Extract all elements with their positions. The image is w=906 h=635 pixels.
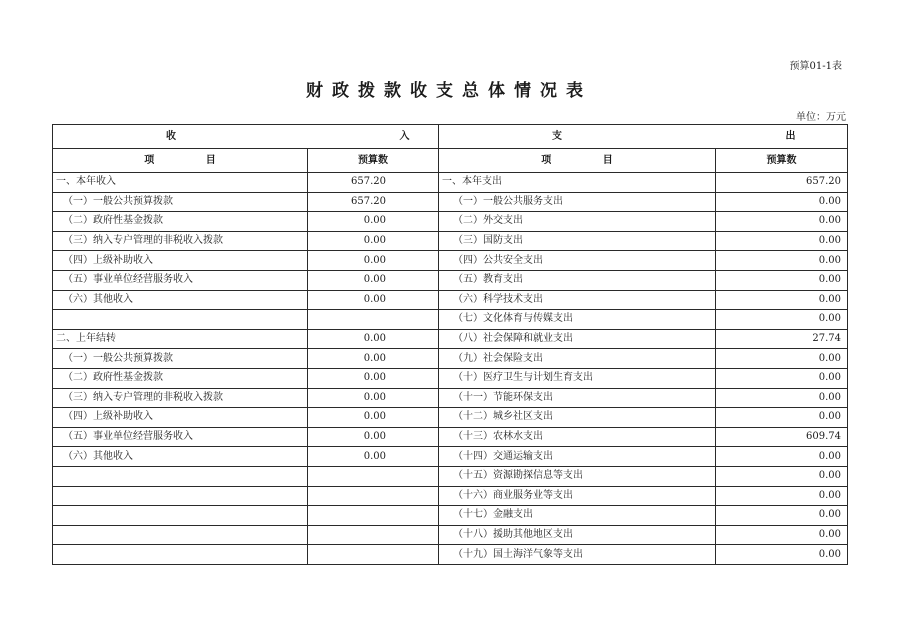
table-row [53, 506, 848, 526]
income-value-cell: 0.00 [308, 408, 439, 428]
income-item-header [53, 149, 308, 173]
income-item-cell: （五）事业单位经营服务收入 [53, 270, 308, 290]
expense-value-cell: 0.00 [716, 349, 848, 369]
income-item-cell: （一）一般公共预算拨款 [53, 349, 308, 369]
table-row [53, 349, 848, 369]
income-value-cell: 0.00 [308, 231, 439, 251]
income-item-cell: 二、上年结转 [53, 329, 308, 349]
income-value-cell: 0.00 [308, 270, 439, 290]
expense-item-cell: （八）社会保障和就业支出 [439, 329, 716, 349]
table-row [53, 173, 848, 193]
income-value-cell [308, 525, 439, 545]
expense-item-cell: （十九）国土海洋气象等支出 [439, 545, 716, 565]
expense-value-cell: 0.00 [716, 290, 848, 310]
expense-value-cell: 0.00 [716, 192, 848, 212]
expense-item-cell: （十一）节能环保支出 [439, 388, 716, 408]
income-section-header [53, 125, 520, 149]
table-row [53, 231, 848, 251]
income-item-cell [53, 525, 308, 545]
income-value-cell: 0.00 [308, 290, 439, 310]
income-value-cell: 657.20 [308, 192, 439, 212]
income-item-cell: （四）上级补助收入 [53, 251, 308, 271]
table-row [53, 290, 848, 310]
income-header-text: 收 入 [166, 130, 520, 142]
expense-item-cell: （十八）援助其他地区支出 [439, 525, 716, 545]
income-value-cell: 0.00 [308, 368, 439, 388]
income-item-cell [53, 310, 308, 330]
table-row [53, 192, 848, 212]
expense-value-cell: 657.20 [716, 173, 848, 193]
expense-section-header [439, 125, 906, 149]
income-item-cell: （四）上级补助收入 [53, 408, 308, 428]
table-row [53, 447, 848, 467]
expense-item-cell: （十四）交通运输支出 [439, 447, 716, 467]
table-row [53, 251, 848, 271]
expense-item-cell: （七）文化体育与传媒支出 [439, 310, 716, 330]
expense-value-cell: 0.00 [716, 270, 848, 290]
expense-item-cell: （三）国防支出 [439, 231, 716, 251]
expense-value-cell: 0.00 [716, 506, 848, 526]
table-row [53, 545, 848, 565]
income-value-cell [308, 486, 439, 506]
income-value-cell: 657.20 [308, 173, 439, 193]
unit-label: 单位：万元 [796, 112, 846, 123]
expense-value-cell: 0.00 [716, 231, 848, 251]
income-budget-header: 预算数 [308, 149, 439, 173]
income-item-cell: （三）纳入专户管理的非税收入拨款 [53, 388, 308, 408]
table-body [53, 125, 906, 565]
income-value-cell [308, 466, 439, 486]
table-row [53, 525, 848, 545]
table-row [53, 212, 848, 232]
table-row [53, 368, 848, 388]
expense-item-cell: （四）公共安全支出 [439, 251, 716, 271]
expense-item-header [439, 149, 716, 173]
expense-value-cell: 0.00 [716, 368, 848, 388]
income-value-cell: 0.00 [308, 388, 439, 408]
table-row [53, 408, 848, 428]
income-item-cell: （六）其他收入 [53, 290, 308, 310]
budget-table [52, 124, 906, 565]
income-item-cell [53, 506, 308, 526]
table-row [53, 427, 848, 447]
page-title: 财政拨款收支总体情况表 [306, 81, 592, 101]
expense-item-cell: （五）教育支出 [439, 270, 716, 290]
income-value-cell: 0.00 [308, 212, 439, 232]
income-item-cell: （三）纳入专户管理的非税收入拨款 [53, 231, 308, 251]
expense-item-header-text: 项 目 [541, 154, 637, 166]
form-number: 预算01-1表 [789, 61, 842, 72]
table-row [53, 270, 848, 290]
expense-item-cell: 一、本年支出 [439, 173, 716, 193]
income-value-cell: 0.00 [308, 427, 439, 447]
expense-value-cell: 0.00 [716, 310, 848, 330]
expense-item-cell: （十五）资源勘探信息等支出 [439, 466, 716, 486]
expense-value-cell: 0.00 [716, 466, 848, 486]
expense-value-cell: 0.00 [716, 486, 848, 506]
income-item-cell: （五）事业单位经营服务收入 [53, 427, 308, 447]
table-row [53, 329, 848, 349]
income-item-cell: （二）政府性基金拨款 [53, 368, 308, 388]
expense-item-cell: （十）医疗卫生与计划生育支出 [439, 368, 716, 388]
expense-item-cell: （十三）农林水支出 [439, 427, 716, 447]
income-item-cell: 一、本年收入 [53, 173, 308, 193]
expense-value-cell: 27.74 [716, 329, 848, 349]
income-item-cell [53, 545, 308, 565]
income-value-cell: 0.00 [308, 329, 439, 349]
expense-item-cell: （九）社会保险支出 [439, 349, 716, 369]
expense-item-cell: （二）外交支出 [439, 212, 716, 232]
expense-value-cell: 0.00 [716, 525, 848, 545]
expense-budget-header: 预算数 [716, 149, 848, 173]
expense-value-cell: 0.00 [716, 212, 848, 232]
header-row-columns [53, 149, 848, 173]
table-row [53, 388, 848, 408]
expense-value-cell: 0.00 [716, 408, 848, 428]
table-row [53, 310, 848, 330]
income-value-cell: 0.00 [308, 447, 439, 467]
expense-value-cell: 0.00 [716, 388, 848, 408]
expense-item-cell: （一）一般公共服务支出 [439, 192, 716, 212]
income-value-cell [308, 310, 439, 330]
income-item-cell [53, 486, 308, 506]
income-item-cell: （二）政府性基金拨款 [53, 212, 308, 232]
income-item-cell [53, 466, 308, 486]
income-item-cell: （六）其他收入 [53, 447, 308, 467]
income-value-cell [308, 545, 439, 565]
expense-item-cell: （十六）商业服务业等支出 [439, 486, 716, 506]
income-item-header-text: 项 目 [144, 154, 240, 166]
table-row [53, 486, 848, 506]
income-value-cell: 0.00 [308, 349, 439, 369]
income-value-cell [308, 506, 439, 526]
expense-value-cell: 0.00 [716, 545, 848, 565]
income-item-cell: （一）一般公共预算拨款 [53, 192, 308, 212]
expense-value-cell: 0.00 [716, 447, 848, 467]
expense-item-cell: （六）科学技术支出 [439, 290, 716, 310]
header-row-sections [53, 125, 848, 149]
income-value-cell: 0.00 [308, 251, 439, 271]
expense-value-cell: 0.00 [716, 251, 848, 271]
table-row [53, 466, 848, 486]
expense-item-cell: （十七）金融支出 [439, 506, 716, 526]
expense-value-cell: 609.74 [716, 427, 848, 447]
expense-item-cell: （十二）城乡社区支出 [439, 408, 716, 428]
expense-header-text: 支 出 [552, 130, 906, 142]
